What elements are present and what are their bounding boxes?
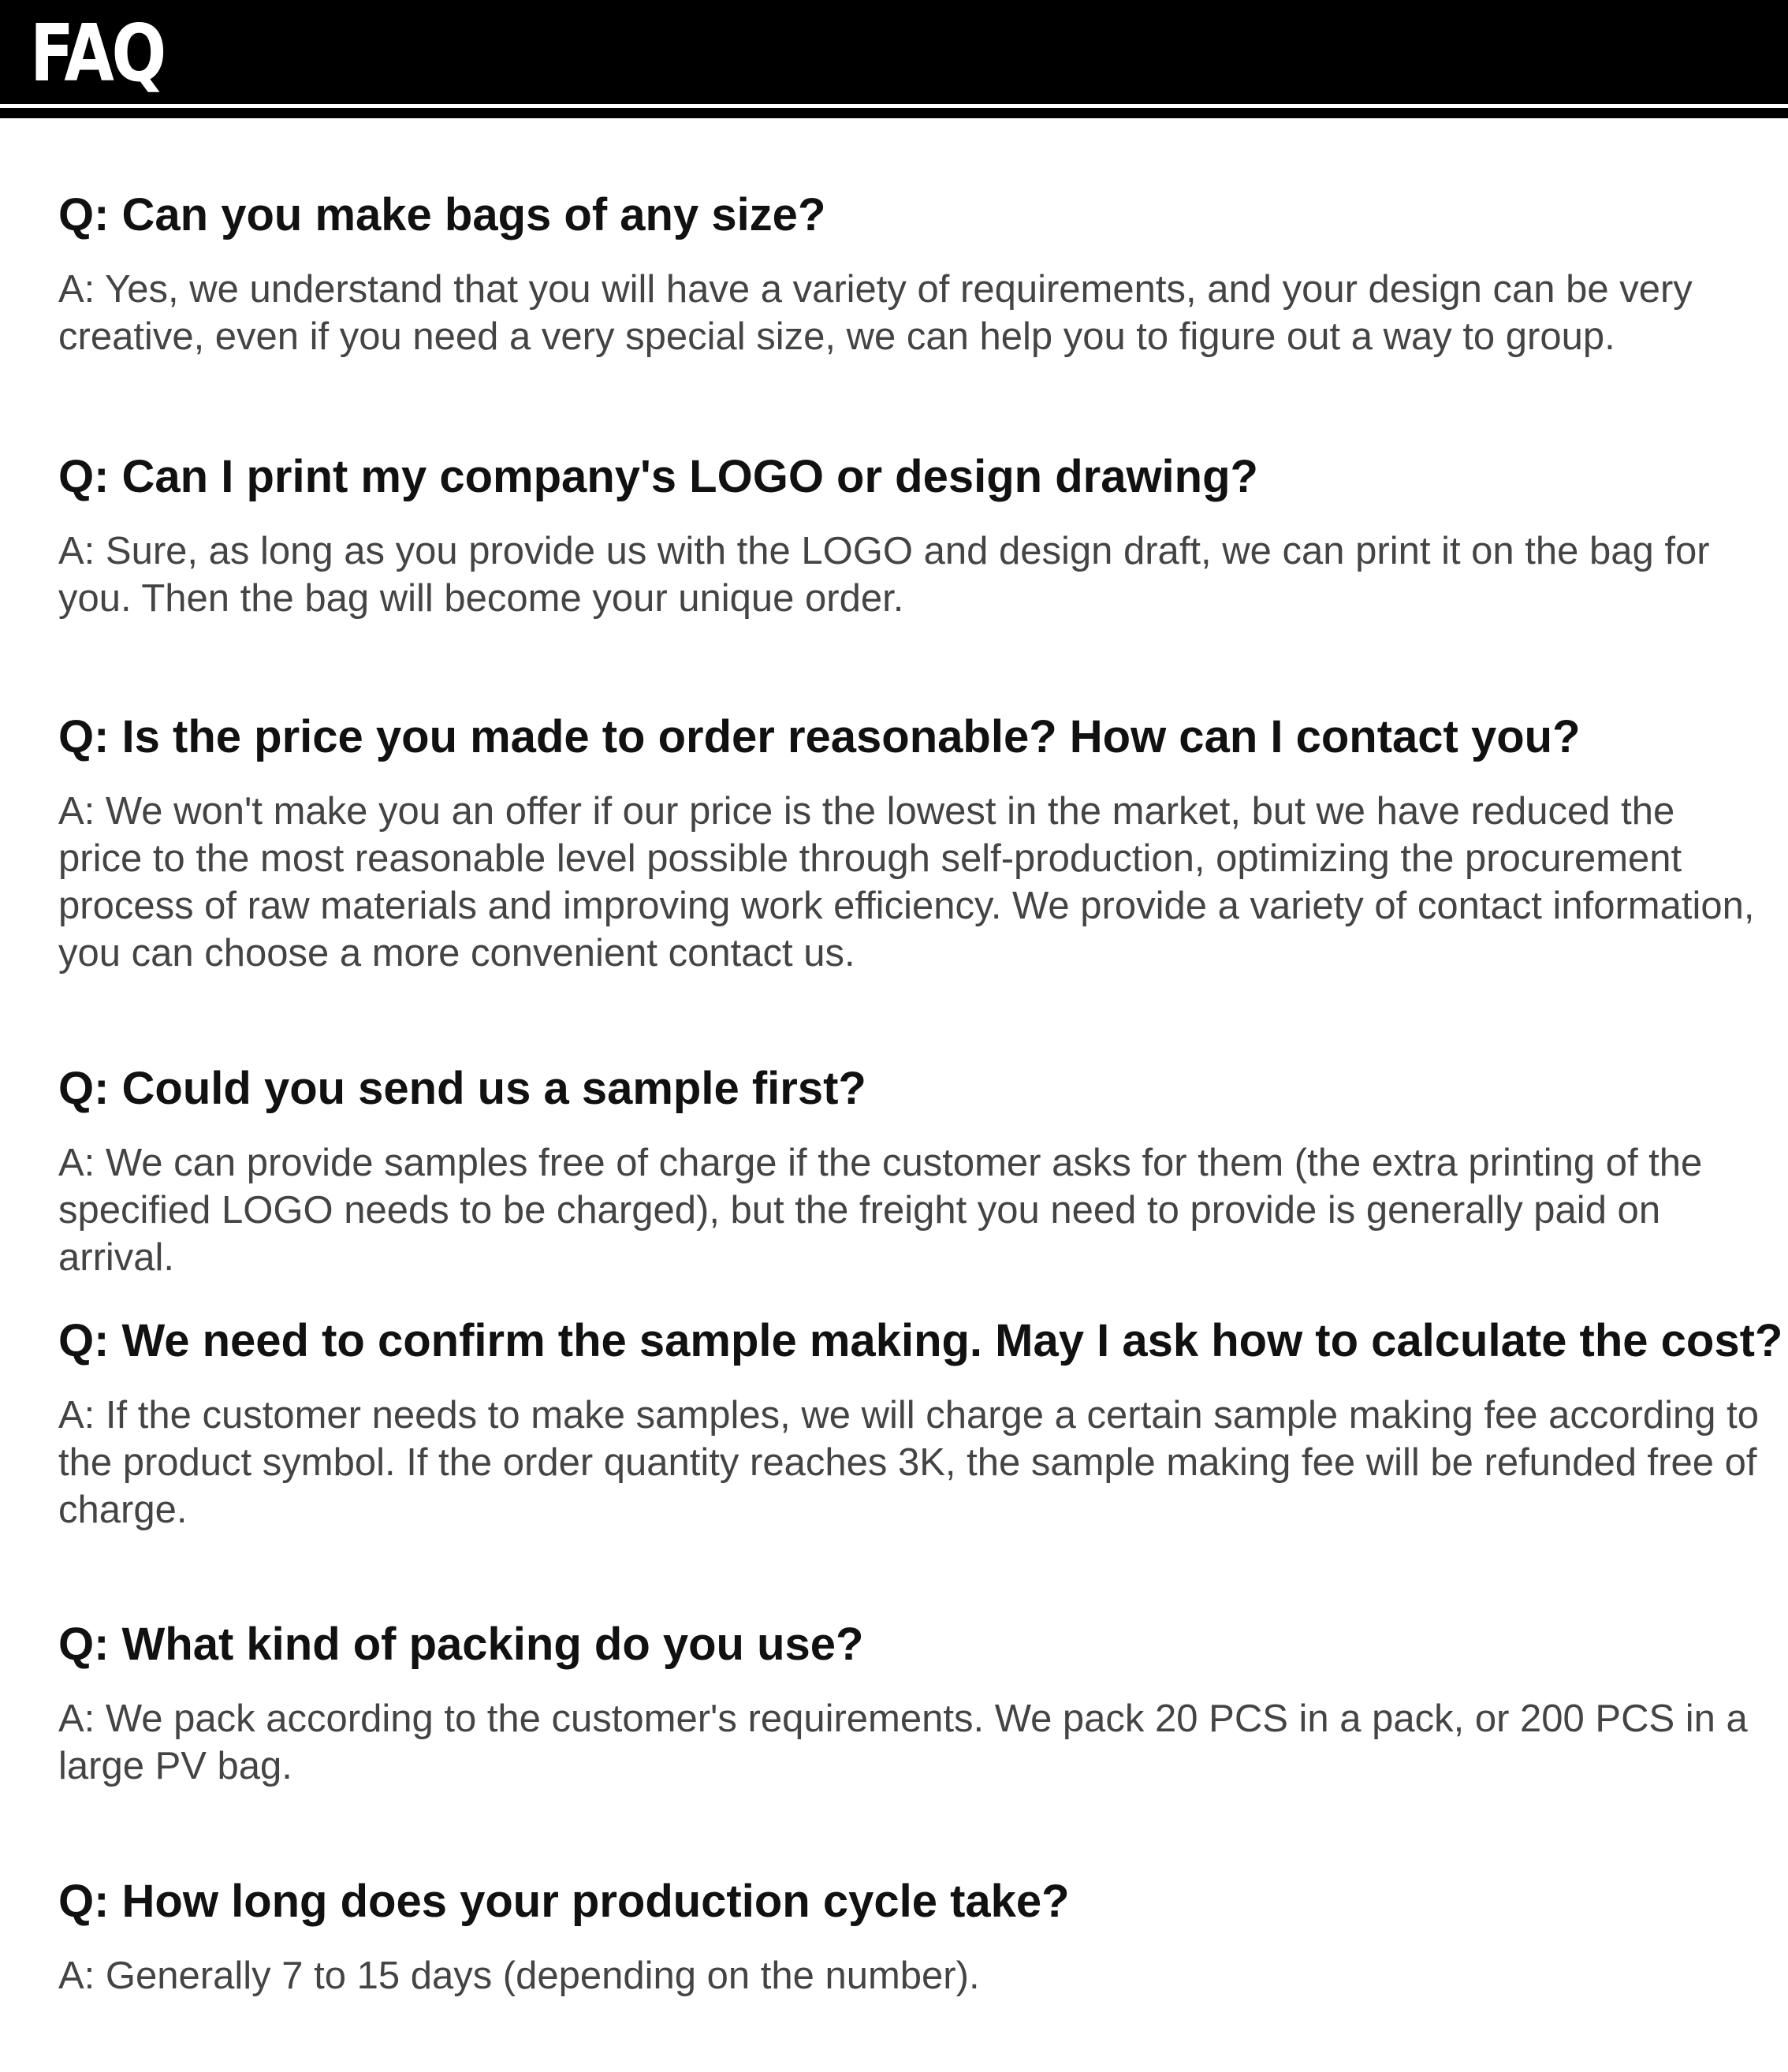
faq-question: Q: Can I print my company's LOGO or design drawing?: [58, 451, 1258, 502]
faq-answer: A: Generally 7 to 15 days (depending on the number).: [58, 1955, 980, 1997]
header-divider: [0, 108, 1788, 118]
page-title: FAQ: [30, 7, 164, 99]
faq-item: [58, 1619, 1777, 1790]
faq-item: [58, 1315, 1783, 1534]
faq-question: Q: How long does your production cycle take?: [58, 1876, 1070, 1927]
faq-question: Q: We need to confirm the sample making. May I ask how to calculate the cost?: [58, 1315, 1783, 1366]
faq-answer: A: If the customer needs to make samples, we will charge a certain sample making fee according to the product symbol. If the order quantity reaches 3K, the sample making fee will be refunded free of charge.: [58, 1394, 1760, 1531]
faq-header-bar: [0, 0, 1788, 104]
faq-answer: A: Sure, as long as you provide us with the LOGO and design draft, we can print it on the bag for you. Then the bag will become your unique order.: [58, 530, 1710, 620]
faq-item: [58, 1063, 1777, 1281]
faq-item: [58, 711, 1777, 977]
faq-item: [58, 189, 1777, 360]
faq-question: Q: Can you make bags of any size?: [58, 189, 826, 240]
faq-answer: A: We pack according to the customer's requirements. We pack 20 PCS in a pack, or 200 PCS in a large PV bag.: [58, 1697, 1748, 1787]
faq-answer: A: We won't make you an offer if our price is the lowest in the market, but we have reduced the price to the most reasonable level possible through self-production, optimizing the procurement process of raw materials and improving work efficiency. We provide a variety of contact information, you can choose a more convenient contact us.: [58, 790, 1755, 975]
faq-answer: A: Yes, we understand that you will have a variety of requirements, and your design can be very creative, even if you need a very special size, we can help you to figure out a way to group.: [58, 268, 1693, 358]
faq-question: Q: What kind of packing do you use?: [58, 1619, 864, 1670]
faq-question: Q: Is the price you made to order reasonable? How can I contact you?: [58, 711, 1581, 762]
faq-answer: A: We can provide samples free of charge if the customer asks for them (the extra printing of the specified LOGO needs to be charged), but the freight you need to provide is generally paid on arrival.: [58, 1142, 1703, 1279]
faq-item: [58, 1876, 1777, 1999]
faq-question: Q: Could you send us a sample first?: [58, 1063, 866, 1114]
faq-item: [58, 451, 1777, 622]
